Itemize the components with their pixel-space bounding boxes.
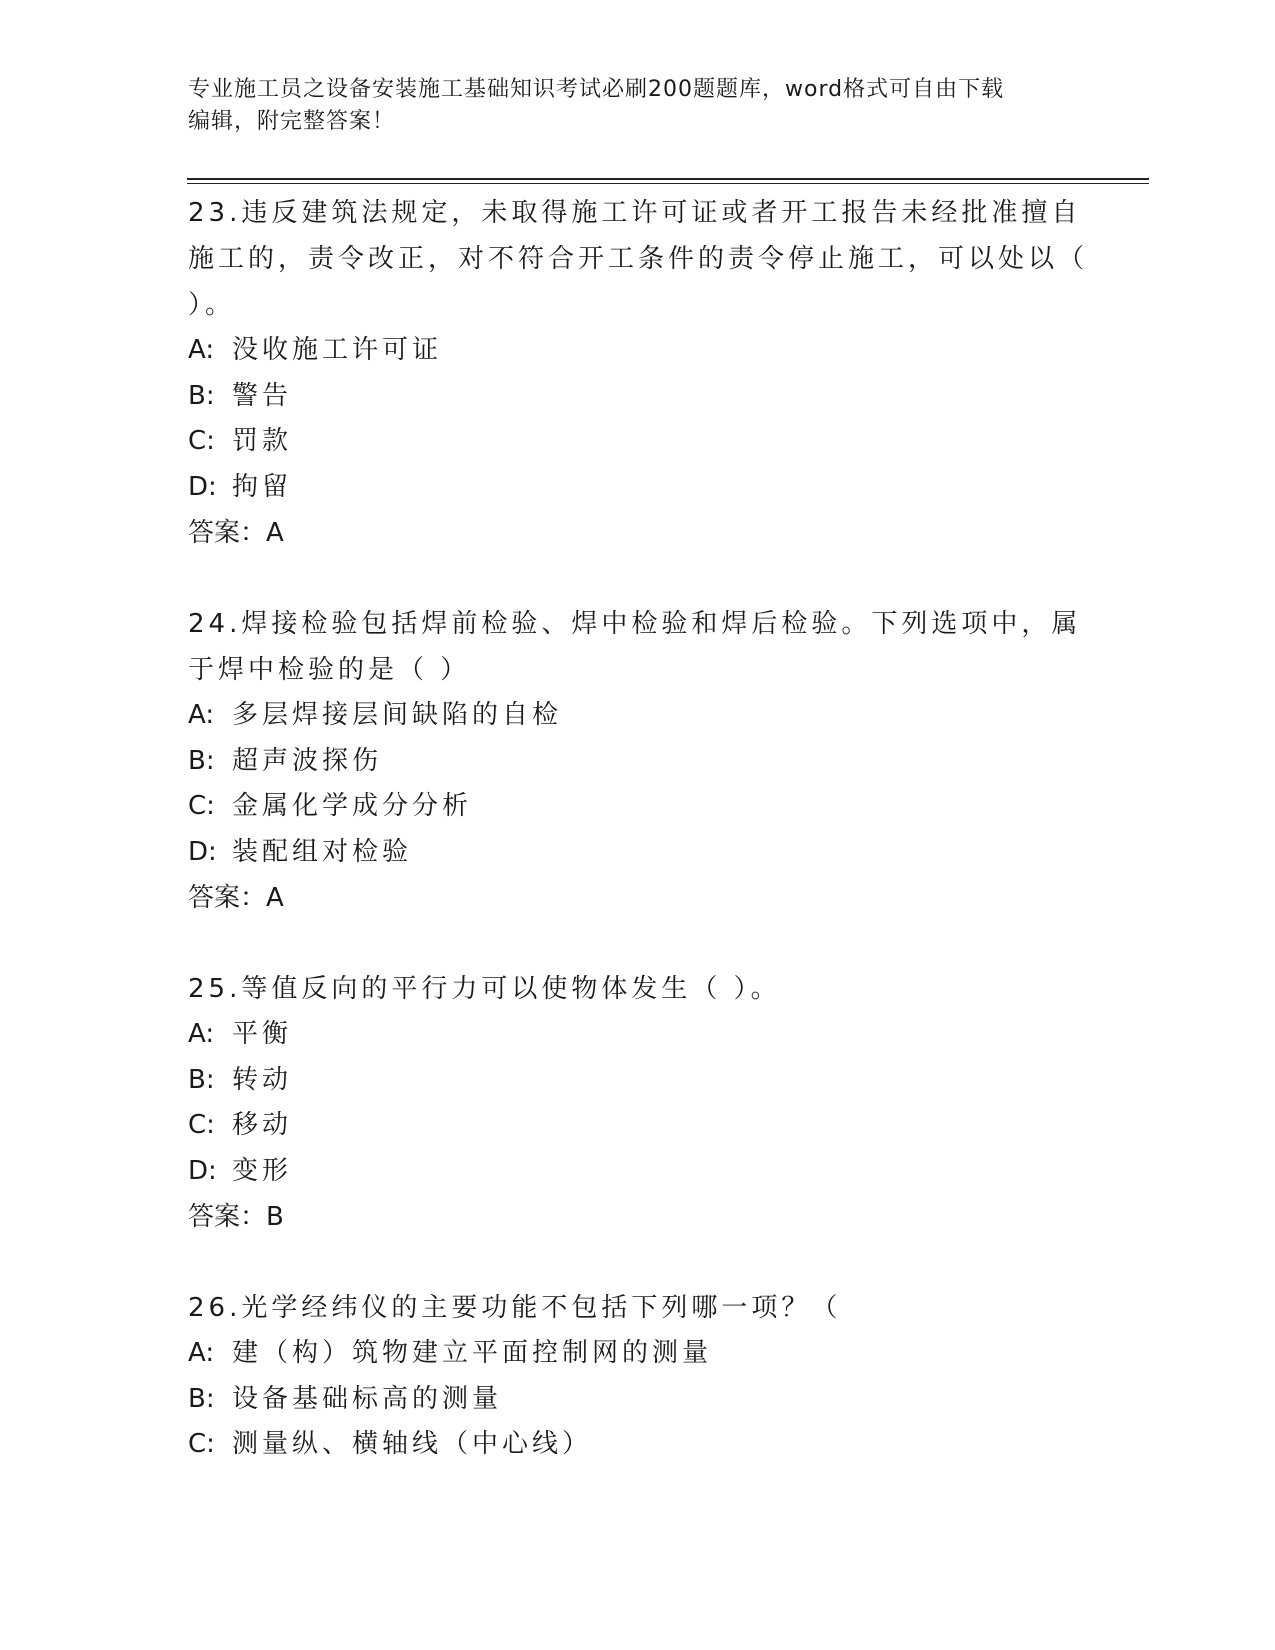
option-letter: A: [188, 1019, 215, 1049]
document-header [188, 74, 1088, 138]
option-text: 移动 [232, 1110, 293, 1140]
option-letter: D: [188, 1155, 217, 1186]
option-letter: C: [188, 791, 215, 821]
option-c [188, 1103, 1088, 1149]
option-c [188, 784, 1088, 830]
question-text: 26.光学经纬仪的主要功能不包括下列哪一项？（ [188, 1293, 842, 1323]
option-text: 测量纵、横轴线（中心线） [232, 1429, 593, 1459]
question-25 [188, 966, 1088, 1240]
question-26 [188, 1285, 1088, 1468]
option-b [188, 1058, 1088, 1104]
option-text: 平衡 [232, 1019, 293, 1049]
option-text: 罚款 [232, 426, 293, 456]
question-text: 24.焊接检验包括焊前检验、焊中检验和焊后检验。下列选项中，属于焊中检验的是（ ） [188, 609, 1082, 685]
option-text: 多层焊接层间缺陷的自检 [232, 700, 563, 730]
option-a [188, 1331, 1088, 1377]
option-letter: C: [188, 426, 215, 456]
option-b [188, 374, 1088, 420]
option-text: 转动 [232, 1064, 293, 1095]
option-letter: C: [188, 1110, 215, 1140]
option-letter: B: [188, 1383, 215, 1414]
option-text: 设备基础标高的测量 [232, 1383, 503, 1414]
option-text: 没收施工许可证 [232, 335, 443, 365]
header-divider-thick [187, 178, 1149, 180]
option-a [188, 1012, 1088, 1058]
header-line-1: 专业施工员之设备安装施工基础知识考试必刷200题题库，word格式可自由下载 [188, 77, 1005, 102]
question-24 [188, 601, 1088, 921]
option-letter: A: [188, 335, 215, 365]
option-a [188, 328, 1088, 374]
option-c [188, 1422, 1088, 1468]
option-letter: A: [188, 700, 215, 730]
option-letter: B: [188, 1064, 215, 1095]
option-b [188, 1377, 1088, 1423]
option-letter: B: [188, 380, 215, 411]
option-a [188, 693, 1088, 739]
option-letter: D: [188, 471, 217, 502]
option-text: 装配组对检验 [232, 836, 413, 867]
option-d [188, 830, 1088, 876]
option-d [188, 465, 1088, 511]
option-letter: C: [188, 1429, 215, 1459]
option-b [188, 739, 1088, 785]
option-text: 建（构）筑物建立平面控制网的测量 [232, 1338, 713, 1368]
answer-line: 答案：B [188, 1202, 284, 1232]
option-d [188, 1149, 1088, 1195]
answer-line: 答案：A [188, 518, 284, 548]
option-text: 警告 [232, 380, 293, 411]
question-text: 23.违反建筑法规定，未取得施工许可证或者开工报告未经批准擅自施工的，责令改正，对不符合开工条件的责令停止施工，可以处以（ ）。 [188, 198, 1089, 320]
option-text: 拘留 [232, 471, 293, 502]
option-letter: D: [188, 836, 217, 867]
answer-line: 答案：A [188, 883, 284, 913]
question-list [188, 190, 1088, 1513]
option-letter: A: [188, 1338, 215, 1368]
header-divider-thin [187, 183, 1149, 184]
option-letter: B: [188, 745, 215, 776]
option-text: 超声波探伤 [232, 745, 383, 776]
question-text: 25.等值反向的平行力可以使物体发生（ ）。 [188, 974, 781, 1004]
question-23 [188, 190, 1088, 556]
option-text: 变形 [232, 1155, 293, 1186]
header-line-2: 编辑，附完整答案！ [188, 109, 396, 134]
option-text: 金属化学成分分析 [232, 791, 473, 821]
option-c [188, 419, 1088, 465]
